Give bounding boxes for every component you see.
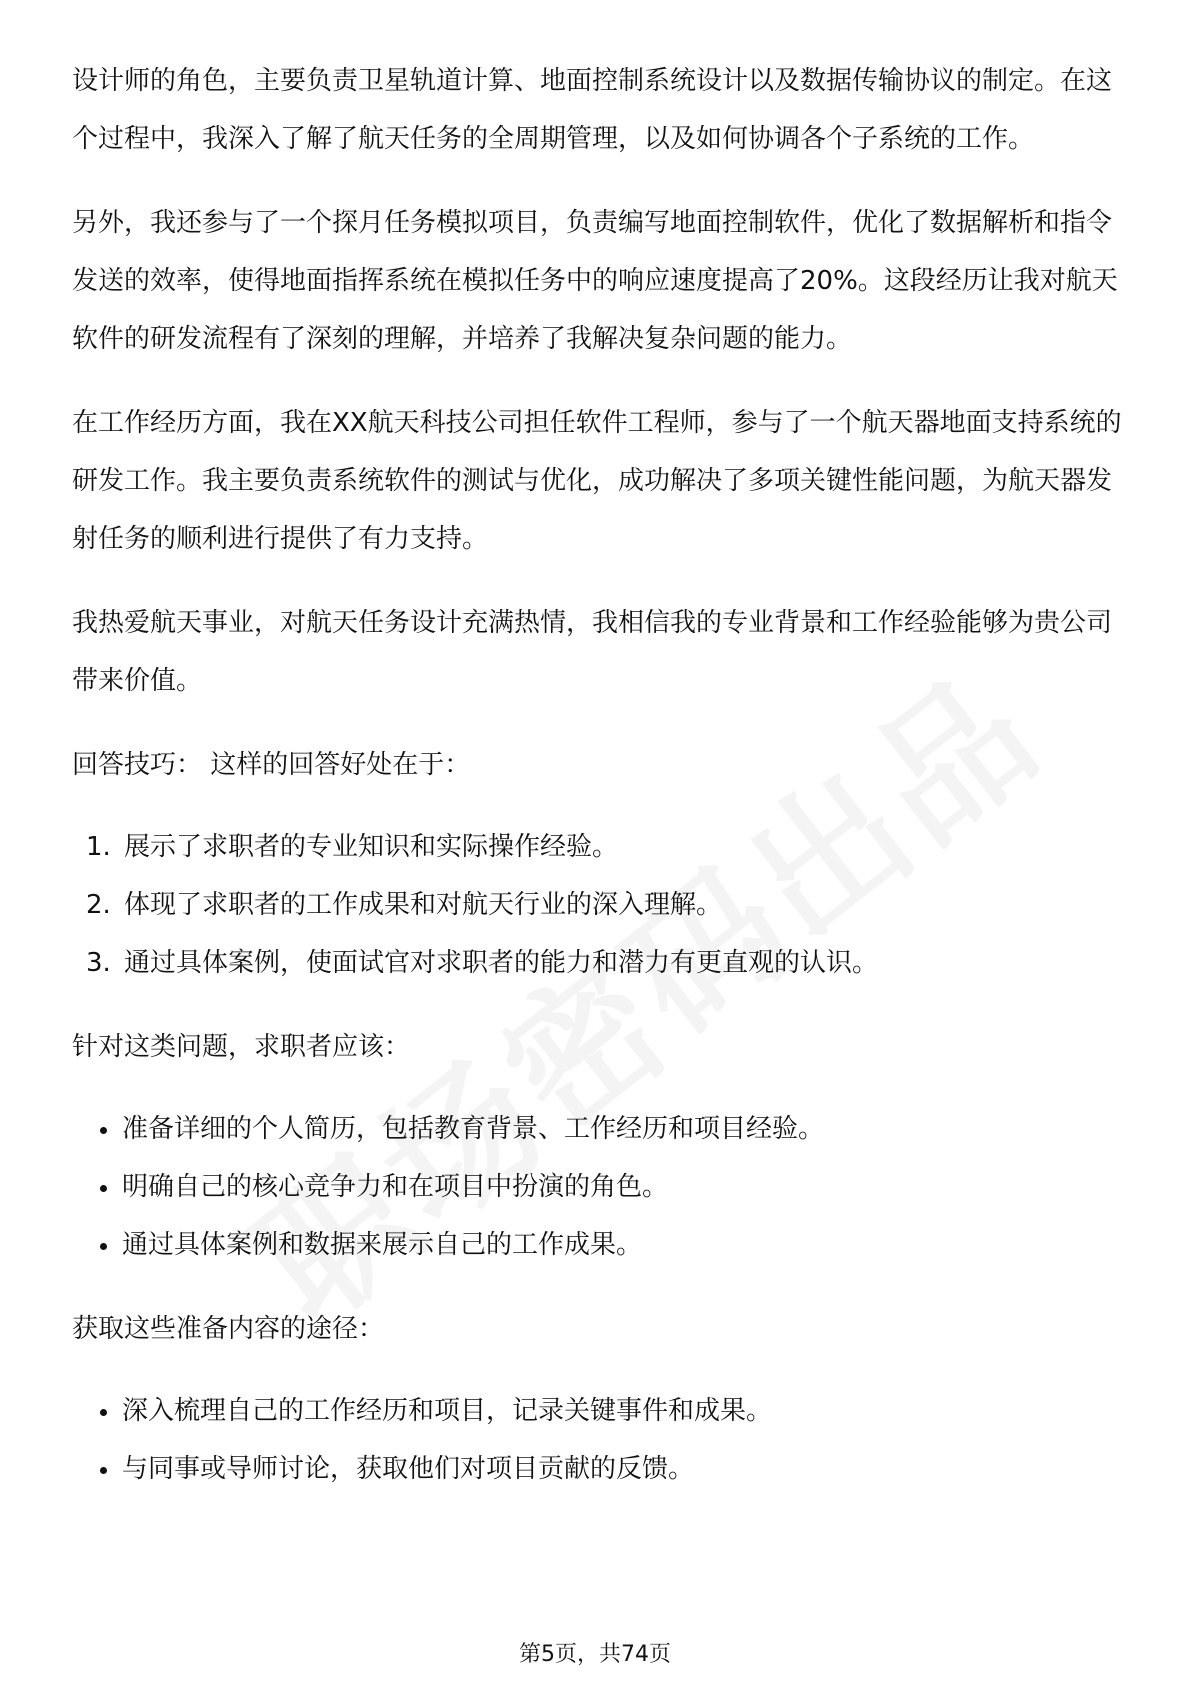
- advice-list: [72, 1100, 1122, 1274]
- list-item: [72, 1216, 1122, 1274]
- bullet-icon: [100, 1409, 107, 1416]
- list-item: [72, 1158, 1122, 1216]
- bullet-icon: [100, 1243, 107, 1250]
- list-item-text: 明确自己的核心竞争力和在项目中扮演的角色。: [122, 1172, 669, 1202]
- list-item: [72, 1100, 1122, 1158]
- document-body: [72, 52, 1122, 1524]
- page-number: 第5页，共74页: [519, 1642, 671, 1667]
- paragraph-passion: 我热爱航天事业，对航天任务设计充满热情，我相信我的专业背景和工作经验能够为贵公司带来价值。: [72, 608, 1113, 696]
- list-item-text: 展示了求职者的专业知识和实际操作经验。: [124, 832, 619, 862]
- bullet-icon: [100, 1185, 107, 1192]
- advice-heading: 针对这类问题，求职者应该：: [72, 1032, 411, 1062]
- list-item-text: 深入梳理自己的工作经历和项目，记录关键事件和成果。: [122, 1396, 773, 1426]
- list-item-text: 通过具体案例和数据来展示自己的工作成果。: [122, 1230, 643, 1260]
- sources-heading: 获取这些准备内容的途径：: [72, 1314, 385, 1344]
- tips-heading: 回答技巧： 这样的回答好处在于：: [72, 750, 471, 780]
- list-item: [72, 876, 1122, 934]
- list-item: [72, 1382, 1122, 1440]
- list-item-text: 准备详细的个人简历，包括教育背景、工作经历和项目经验。: [122, 1114, 825, 1144]
- list-item: [72, 818, 1122, 876]
- tips-list: [72, 818, 1122, 992]
- list-item-text: 体现了求职者的工作成果和对航天行业的深入理解。: [124, 890, 723, 920]
- list-item: [72, 934, 1122, 992]
- paragraph-role: 设计师的角色，主要负责卫星轨道计算、地面控制系统设计以及数据传输协议的制定。在这个过程中，我深入了解了航天任务的全周期管理，以及如何协调各个子系统的工作。: [72, 66, 1113, 154]
- sources-list: [72, 1382, 1122, 1498]
- bullet-icon: [100, 1467, 107, 1474]
- list-item-text: 与同事或导师讨论，获取他们对项目贡献的反馈。: [122, 1454, 695, 1484]
- list-item-text: 通过具体案例，使面试官对求职者的能力和潜力有更直观的认识。: [124, 948, 879, 978]
- paragraph-work-experience: 在工作经历方面，我在XX航天科技公司担任软件工程师，参与了一个航天器地面支持系统的研发工作。我主要负责系统软件的测试与优化，成功解决了多项关键性能问题，为航天器发射任务的顺利进行提供了有力支持。: [72, 408, 1122, 554]
- paragraph-lunar-project: 另外，我还参与了一个探月任务模拟项目，负责编写地面控制软件，优化了数据解析和指令发送的效率，使得地面指挥系统在模拟任务中的响应速度提高了20%。这段经历让我对航天软件的研发流程有了深刻的理解，并培养了我解决复杂问题的能力。: [72, 208, 1118, 354]
- list-item: [72, 1440, 1122, 1498]
- list-number: 3.: [86, 948, 111, 978]
- list-number: 2.: [86, 890, 111, 920]
- bullet-icon: [100, 1127, 107, 1134]
- list-number: 1.: [86, 832, 111, 862]
